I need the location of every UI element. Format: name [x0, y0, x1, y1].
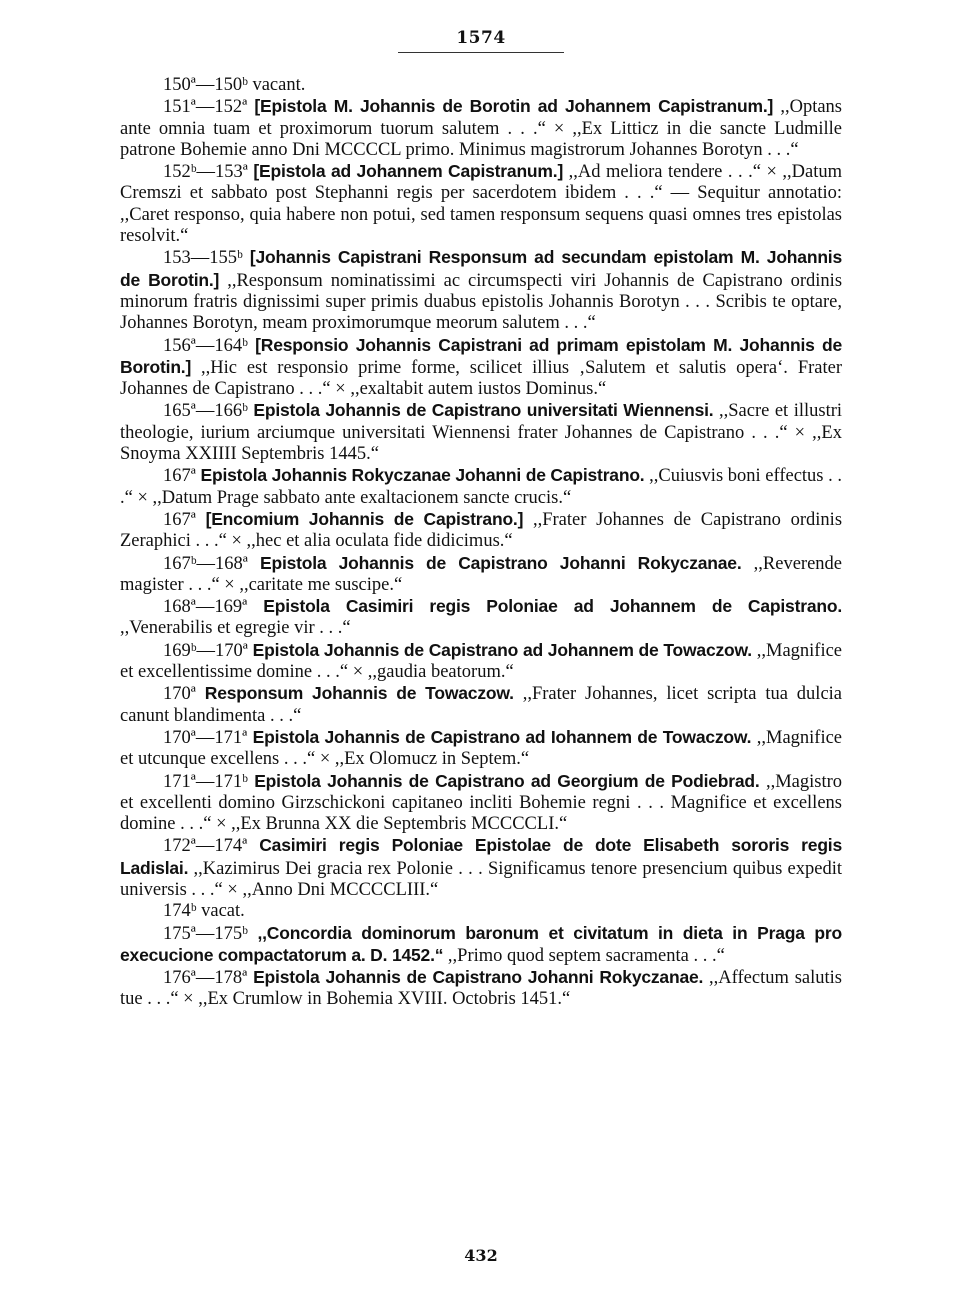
entry-167a-rokyczana: [120, 465, 842, 509]
entry-ref: 167ª: [163, 509, 196, 530]
entry-168a: [120, 596, 842, 640]
entry-text: ,,Affectum salutis tue . . .“ × ,,Ex Crumlow in Bohemia XVIII. Octobris 1451.“: [120, 968, 842, 1010]
entry-ref: 170ª: [163, 684, 196, 705]
entry-text: ,,Cuiusvis boni effectus . . .“ × ,,Datum Prage sabbato ante exaltacionem sancte crucis.“: [120, 466, 843, 508]
entry-ref: 176ª—178ª: [163, 968, 248, 989]
entry-ref: 172ª—174ª: [163, 836, 248, 857]
entry-ref: 168ª—169ª: [163, 597, 248, 618]
entry-176a: [120, 967, 842, 1011]
entry-172a: [120, 835, 842, 901]
entry-153: [120, 247, 842, 334]
entry-ref: 156ª—164ᵇ: [163, 335, 248, 356]
entry-title: Epistola Johannis de Capistrano ad Georgium de Podiebrad.: [254, 770, 760, 791]
entry-ref: 152ᵇ—153ª: [163, 162, 248, 183]
entry-text: ,,Magistro et excellenti domino Girzschickoni capitaneo incliti Bohemie regni . . . Magnifice et excellens domine . . .“ × ,,Ex Brunna XX die Septembris MCCCCLI.“: [120, 771, 843, 835]
entry-text: vacant.: [252, 75, 306, 95]
entry-152b: [120, 161, 842, 247]
entry-169b: [120, 640, 842, 684]
entry-title: Epistola Johannis de Capistrano Johanni Rokyczanae.: [259, 552, 742, 573]
entry-ref: 174ᵇ: [163, 901, 197, 922]
entry-title: [Johannis Capistrani Responsum ad secundam epistolam M. Johannis de Borotin.]: [120, 247, 843, 290]
entry-151a: [120, 96, 842, 161]
entry-text: ,,Primo quod septem sacramenta . . .“: [447, 945, 725, 966]
entry-text: ,,Venerabilis et egregie vir . . .“: [120, 618, 351, 639]
entry-text: ,,Hic est responsio prime forme, scilicet illius ‚Salutem et salutis opera‘. Frater Johannes de Capistrano . . .“ × ,,exaltabit autem iustos Dominus.“: [120, 357, 842, 400]
entry-text: ,,Magnifice et excellentissime domine . . .“ × ,,gaudia beatorum.“: [120, 640, 843, 683]
entry-title: Epistola Johannis de Capistrano Johanni Rokyczanae.: [253, 967, 704, 988]
entry-text: ,,Sacre et illustri theologie, iurium arciumque universitati Wiennensi frater Johannes de Capistrano . . .“ × ,,Ex Snoyma XXIIII Septembris 1445.“: [120, 401, 843, 465]
entry-165a: [120, 400, 842, 465]
entry-text: ,,Responsum nominatissimi ac circumspecti viri Johannis de Capistrano ordinis minorum fratris dignissimi super primis duabus epistolis Johannis Borotyn . . . Scribis te optare, Johannes Borotyn, meam proximorumque meorum salutem . . .“: [120, 270, 843, 334]
entry-title: Epistola Casimiri regis Poloniae ad Johannem de Capistrano.: [263, 596, 842, 617]
header-rule: [398, 52, 564, 53]
entry-ref: 169ᵇ—170ª: [163, 640, 248, 661]
page-number: 432: [464, 1246, 498, 1265]
entry-175a: [120, 923, 842, 968]
entry-150a: [120, 75, 842, 96]
catalog-entries: [120, 75, 842, 1011]
entry-title: Epistola Johannis de Capistrano universitati Wiennensi.: [253, 400, 714, 421]
entry-167b: [120, 553, 842, 597]
entry-text: ,,Ad meliora tendere . . .“ × ,,Datum Cremszi et sabbato post Stephanni regis per sacerdotem ibidem . . .“ — Sequitur annotatio: ,,Caret responso, quia habere non potui, sed tamen responsum sequens quasi omnes tres epistolas resolvit.“: [120, 162, 843, 247]
entry-ref: 175ª—175ᵇ: [163, 923, 248, 944]
entry-title: [Responsio Johannis Capistrani ad primam epistolam M. Johannis de Borotin.]: [120, 334, 843, 377]
entry-156a: [120, 335, 842, 401]
entry-title: [Epistola ad Johannem Capistranum.]: [253, 161, 564, 182]
entry-title: Epistola Johannis de Capistrano ad Johannem de Towaczow.: [252, 639, 752, 660]
entry-ref: 153—155ᵇ: [163, 248, 243, 269]
entry-title: ,,Concordia dominorum baronum et civitatum in dieta in Praga pro execucione compactatorum a. D. 1452.“: [120, 922, 843, 965]
entry-167a-encomium: [120, 509, 842, 553]
entry-text: ,,Kazimirus Dei gracia rex Polonie . . . Significamus tenore presencium quibus expedit universis . . .“ × ,,Anno Dni MCCCCLIII.“: [120, 858, 843, 900]
document-page: [120, 28, 842, 1278]
entry-title: Epistola Johannis de Capistrano ad Iohannem de Towaczow.: [252, 726, 752, 747]
entry-ref: 170ª—171ª: [163, 727, 248, 748]
entry-title: [Epistola M. Johannis de Borotin ad Johannem Capistranum.]: [254, 96, 774, 117]
entry-174b: [120, 901, 842, 922]
entry-ref: 151ª—152ª: [163, 97, 248, 118]
entry-title: [Encomium Johannis de Capistrano.]: [205, 508, 524, 529]
entry-title: Casimiri regis Poloniae Epistolae de dote Elisabeth sororis regis Ladislai.: [120, 835, 842, 878]
entry-text: ,,Optans ante omnia tuam et proximorum tuorum salutem . . .“ × ,,Ex Litticz in die sancte Ludmille patrone Bohemie anno Dni MCCCCL primo. Minimus magistrorum Johannes Borotyn . . .“: [120, 97, 842, 160]
entry-title: Epistola Johannis Rokyczanae Johanni de Capistrano.: [200, 465, 645, 486]
header-page-label: 1574: [456, 28, 506, 48]
entry-text: vacat.: [201, 901, 245, 922]
entry-ref: 167ª: [163, 466, 196, 487]
entry-170a-responsum: [120, 683, 842, 727]
entry-171a: [120, 771, 842, 836]
entry-text: ,,Frater Johannes, licet scripta tua dulcia canunt blandimenta . . .“: [120, 684, 843, 726]
entry-text: ,,Reverende magister . . .“ × ,,caritate me suscipe.“: [120, 553, 842, 595]
entry-title: Responsum Johannis de Towaczow.: [204, 683, 514, 704]
entry-text: ,,Magnifice et utcunque excellens . . .“ × ,,Ex Olomucz in Septem.“: [120, 727, 843, 770]
entry-170a-epistola: [120, 727, 842, 771]
page-header: [120, 28, 842, 53]
entry-text: ,,Frater Johannes de Capistrano ordinis Zeraphici . . .“ × ,,hec et alia oculata fide didicimus.“: [120, 509, 843, 552]
entry-ref: 150ª—150ᵇ: [163, 75, 248, 95]
entry-ref: 167ᵇ—168ª: [163, 553, 248, 574]
entry-ref: 171ª—171ᵇ: [163, 771, 248, 792]
entry-ref: 165ª—166ᵇ: [163, 401, 248, 422]
